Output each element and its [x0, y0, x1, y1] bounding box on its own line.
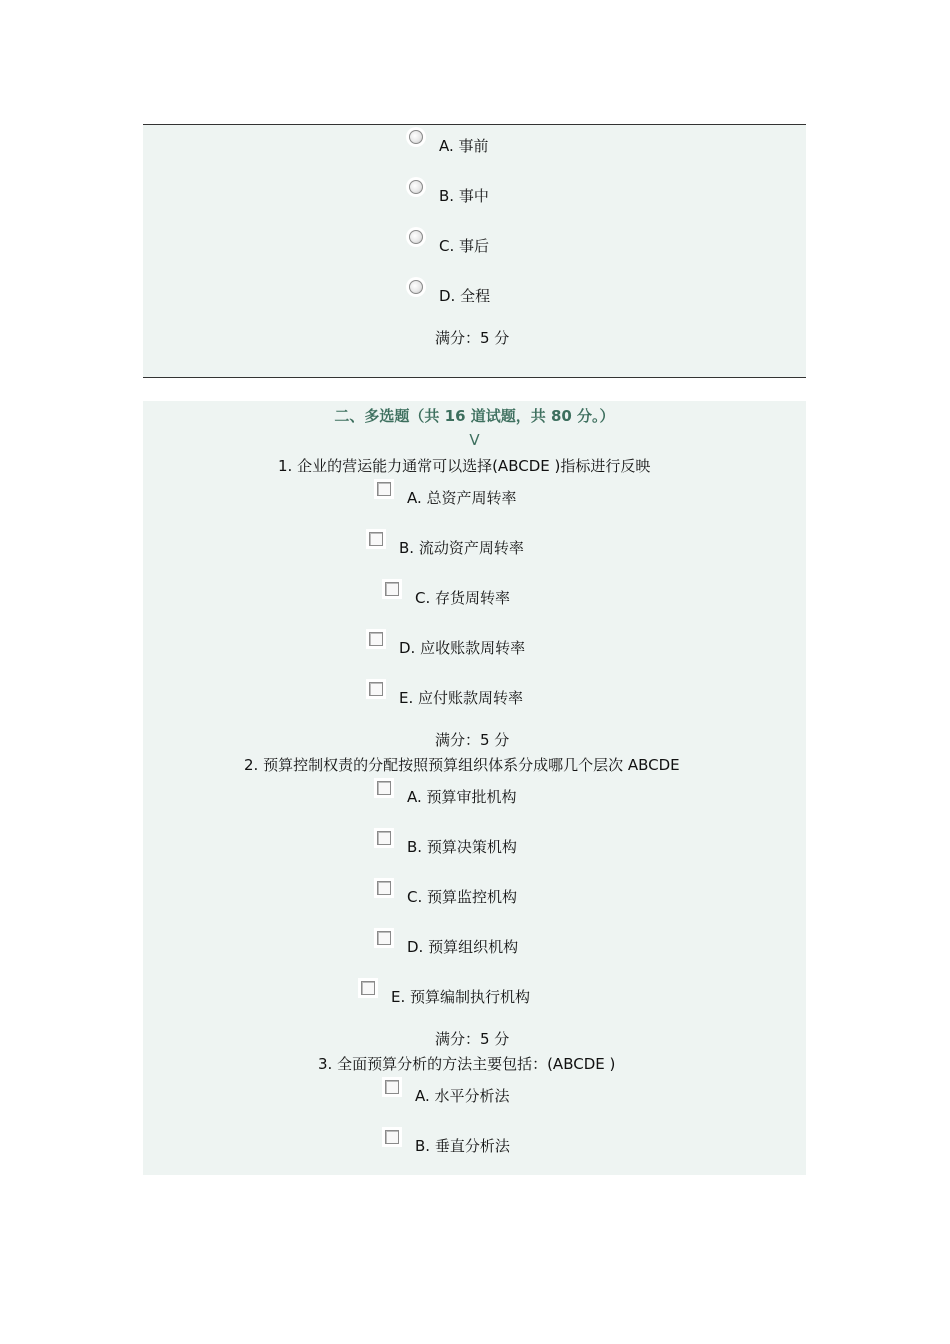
option-label: B. 垂直分析法	[415, 1137, 510, 1155]
question-text: 1. 企业的营运能力通常可以选择(ABCDE )指标进行反映	[278, 457, 651, 475]
checkbox[interactable]	[369, 682, 383, 696]
checkbox[interactable]	[369, 632, 383, 646]
option-row[interactable]	[409, 278, 491, 305]
option-row[interactable]	[409, 228, 490, 255]
radio-button[interactable]	[409, 130, 423, 144]
option-label: A. 水平分析法	[415, 1087, 510, 1105]
question-text: 2. 预算控制权责的分配按照预算组织体系分成哪几个层次 ABCDE	[244, 756, 680, 774]
option-label: B. 预算决策机构	[407, 838, 517, 856]
option-label: D. 全程	[439, 287, 491, 305]
checkbox[interactable]	[377, 881, 391, 895]
option-label: A. 预算审批机构	[407, 788, 517, 806]
option-row[interactable]	[377, 480, 517, 507]
section-title: 二、多选题（共 16 道试题，共 80 分。）	[334, 407, 615, 425]
checkbox[interactable]	[361, 981, 375, 995]
option-row[interactable]	[377, 929, 519, 956]
option-row[interactable]	[361, 979, 531, 1006]
option-label: C. 事后	[439, 237, 490, 255]
score-label: 满分：5 分	[435, 1030, 510, 1048]
option-label: C. 预算监控机构	[407, 888, 518, 906]
checkbox[interactable]	[377, 781, 391, 795]
option-row[interactable]	[369, 680, 524, 707]
option-row[interactable]	[369, 530, 524, 557]
option-label: B. 事中	[439, 187, 489, 205]
option-row[interactable]	[385, 1128, 510, 1155]
checkbox[interactable]	[377, 831, 391, 845]
option-label: A. 事前	[439, 137, 489, 155]
option-label: B. 流动资产周转率	[399, 539, 524, 557]
question-text: 3. 全面预算分析的方法主要包括：(ABCDE )	[318, 1055, 616, 1073]
option-label: A. 总资产周转率	[407, 489, 517, 507]
section-toggle[interactable]: V	[469, 431, 480, 449]
option-row[interactable]	[409, 178, 489, 205]
radio-button[interactable]	[409, 180, 423, 194]
option-label: E. 应付账款周转率	[399, 689, 524, 707]
option-row[interactable]	[409, 128, 489, 155]
option-row[interactable]	[369, 630, 526, 657]
option-label: D. 预算组织机构	[407, 938, 519, 956]
radio-button[interactable]	[409, 280, 423, 294]
option-row[interactable]	[385, 1078, 510, 1105]
checkbox[interactable]	[385, 1130, 399, 1144]
option-row[interactable]	[377, 879, 518, 906]
option-label: C. 存货周转率	[415, 589, 511, 607]
option-label: D. 应收账款周转率	[399, 639, 526, 657]
checkbox[interactable]	[385, 582, 399, 596]
option-label: E. 预算编制执行机构	[391, 988, 531, 1006]
checkbox[interactable]	[377, 482, 391, 496]
checkbox[interactable]	[377, 931, 391, 945]
option-row[interactable]	[377, 829, 517, 856]
score-label: 满分：5 分	[435, 731, 510, 749]
checkbox[interactable]	[385, 1080, 399, 1094]
score-label: 满分：5 分	[435, 329, 510, 347]
checkbox[interactable]	[369, 532, 383, 546]
radio-button[interactable]	[409, 230, 423, 244]
option-row[interactable]	[385, 580, 511, 607]
option-row[interactable]	[377, 779, 517, 806]
